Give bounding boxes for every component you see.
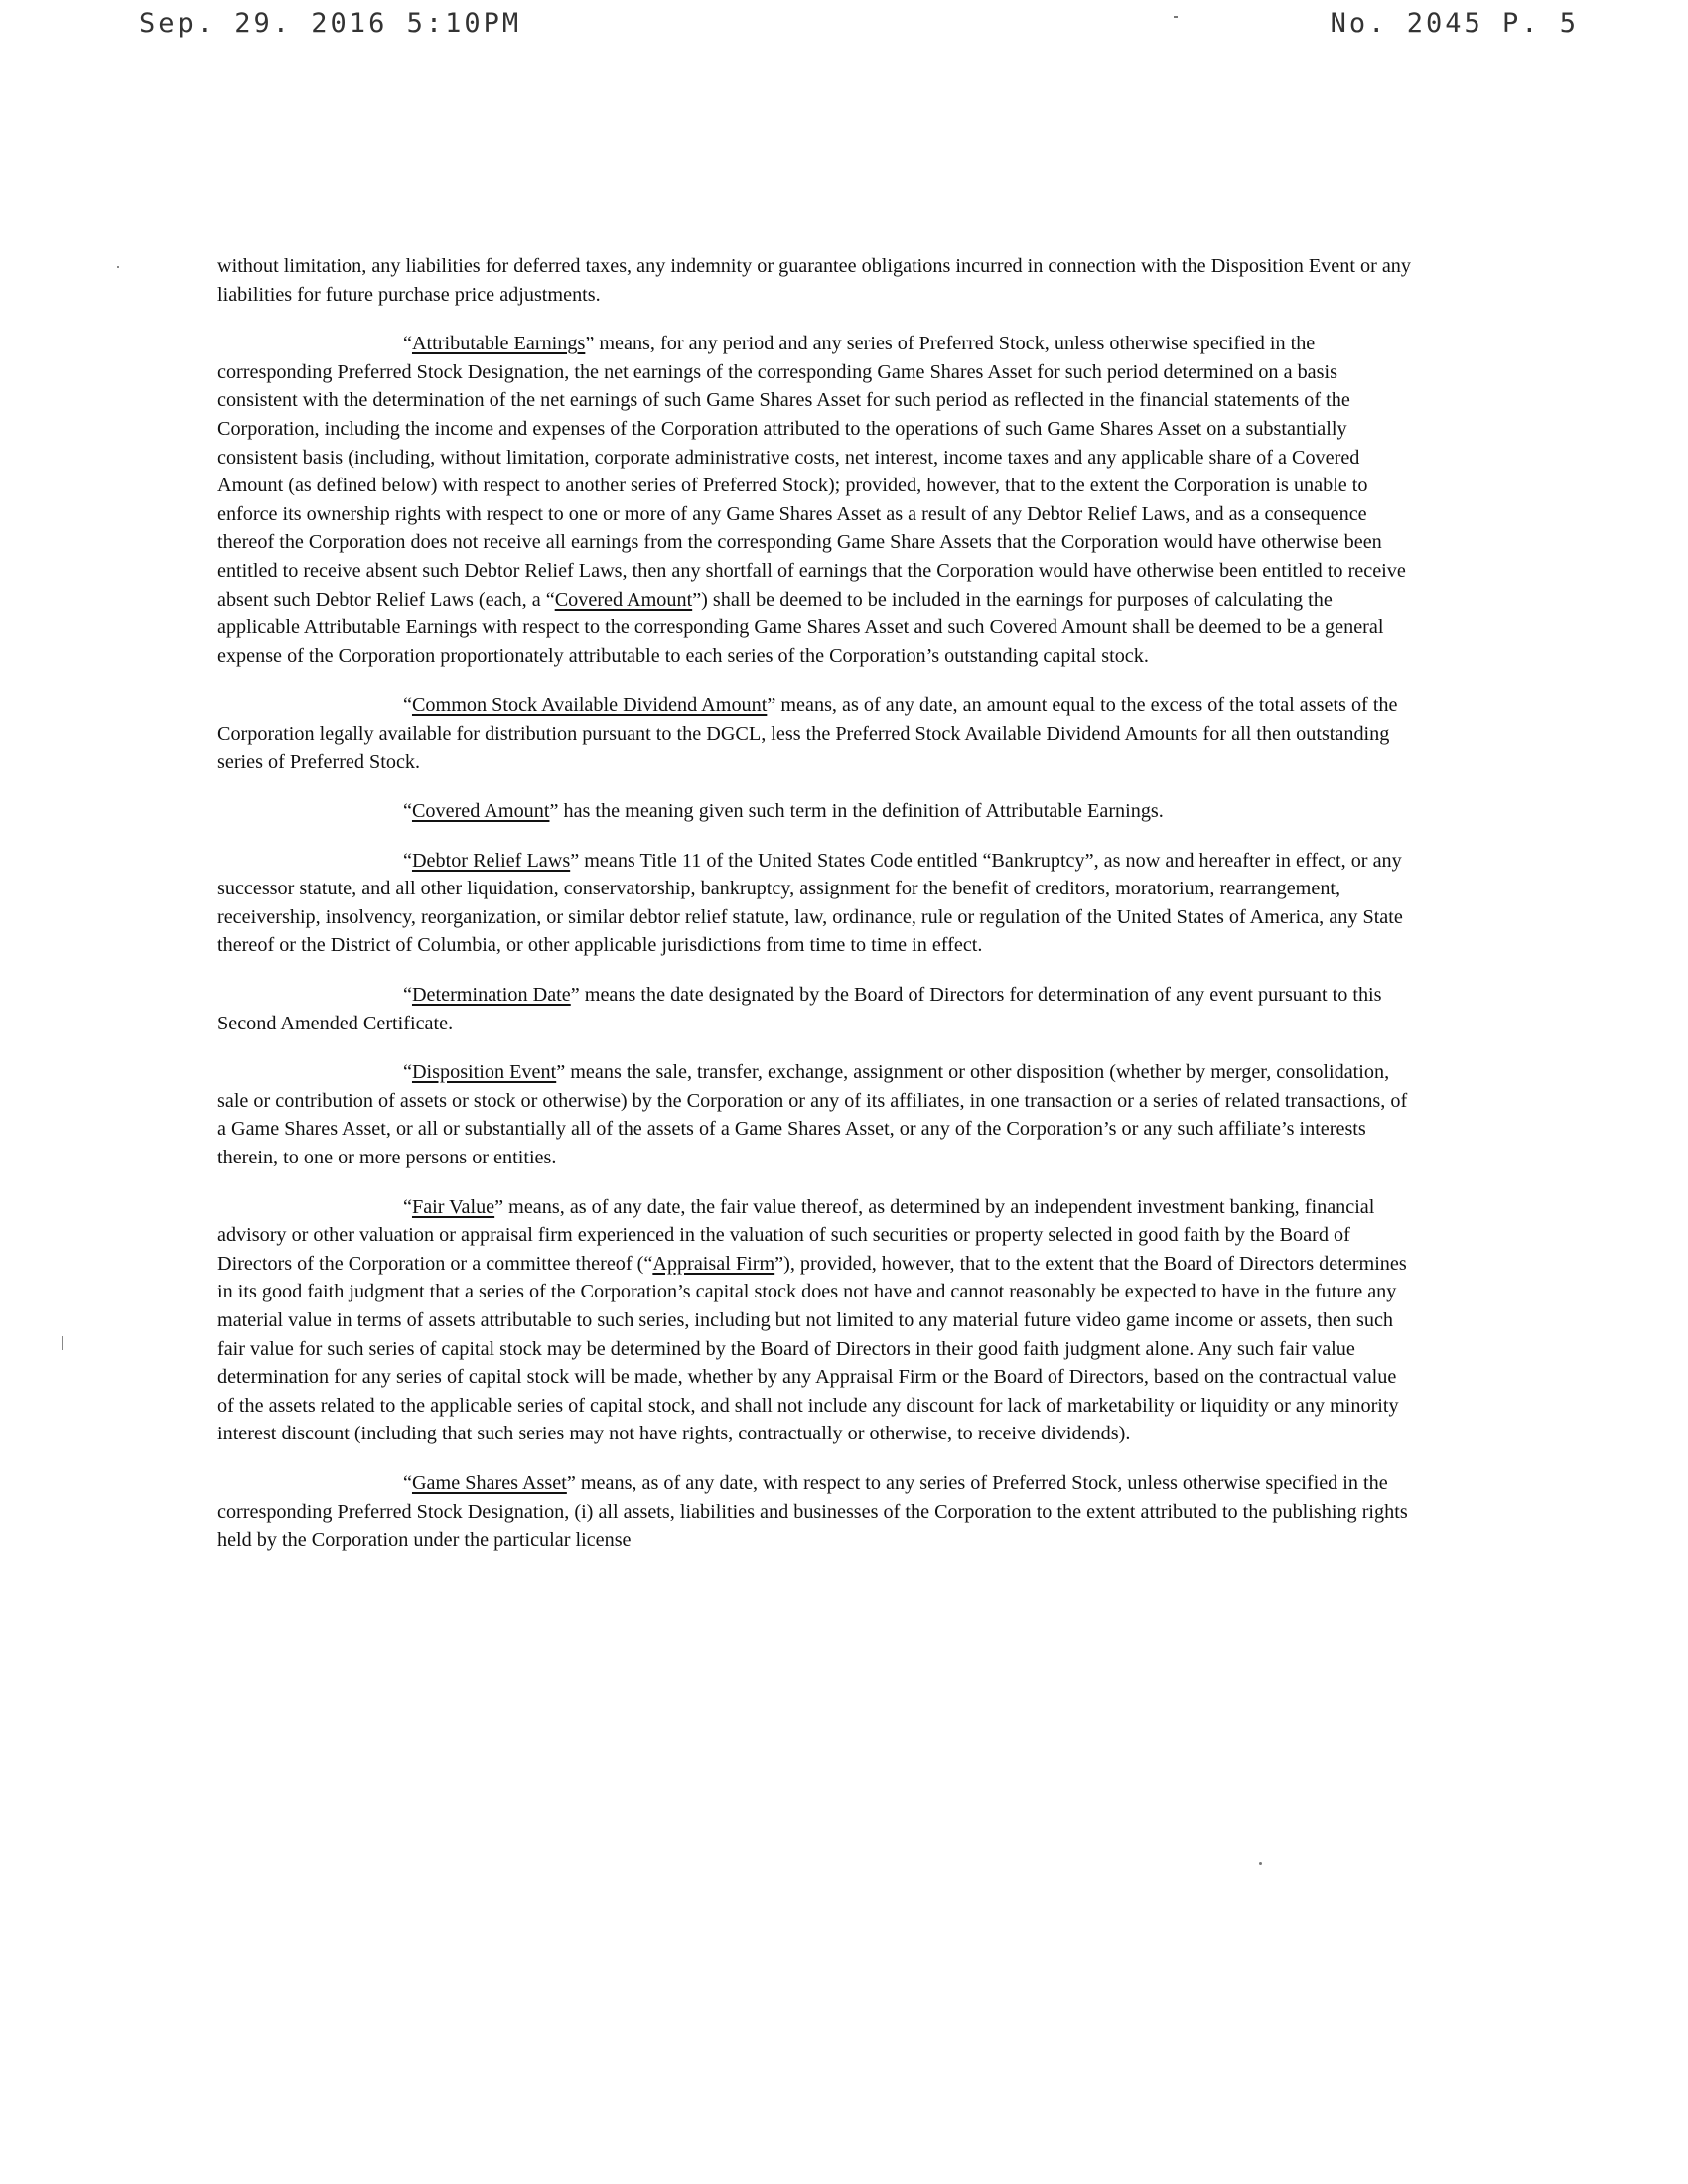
defined-term: Determination Date xyxy=(411,984,571,1007)
paragraph-continuation xyxy=(217,252,1413,309)
defined-term: Game Shares Asset xyxy=(411,1471,567,1494)
definition-text: ” means, as of any date, an amount equal to the excess of the total assets of the Corporation legally available for distribution pursuant to the DGCL, less the Preferred Stock Available Dividend Amounts for all then outstanding series of Preferred Stock. xyxy=(217,694,1398,773)
definition-text: ” means the date designated by the Board of Directors for determination of any event pursuant to this Second Amended Certificate. xyxy=(217,984,1382,1034)
defined-term: Covered Amount xyxy=(554,588,693,611)
definition-text: ”), provided, however, that to the extent that the Board of Directors determines in its good faith judgment that a series of the Corporation’s capital stock does not have and cannot reasonably be expected to have in the future any material value in terms of assets attributable to such series, including but not limited to any material future video game income or assets, then such fair value for such series of capital stock may be determined by the Board of Directors in their good faith judgment alone. Any such fair value determination for any series of capital stock will be made, whether by any Appraisal Firm or the Board of Directors, based on the contractual value of the assets related to the applicable series of capital stock, and shall not include any discount for lack of marketability or liquidity or any minority interest discount (including that such series may not have rights, contractually or otherwise, to receive dividends). xyxy=(217,1252,1407,1445)
defined-term: Covered Amount xyxy=(411,800,550,823)
definition-fair-value: “Fair Value” means, as of any date, the fair value thereof, as determined by an independent investment banking, financial advisory or other valuation or appraisal firm experienced in the valuation of such securities or property selected in good faith by the Board of Directors of the Corporation or a committee thereof (“Appraisal Firm”), provided, however, that to the extent that the Board of Directors determines in its good faith judgment that a series of the Corporation’s capital stock does not have and cannot reasonably be expected to have in the future any material value in terms of assets attributable to such series, including but not limited to any material future video game income or assets, then such fair value for such series of capital stock may be determined by the Board of Directors in their good faith judgment alone. Any such fair value determination for any series of capital stock will be made, whether by any Appraisal Firm or the Board of Directors, based on the contractual value of the assets related to the applicable series of capital stock, and shall not include any discount for lack of marketability or liquidity or any minority interest discount (including that such series may not have rights, contractually or otherwise, to receive dividends). xyxy=(217,1195,1407,1445)
fax-page-ref: No. 2045 P. 5 xyxy=(1330,8,1579,39)
scan-mark xyxy=(62,1336,63,1350)
definition-game-shares-asset: “Game Shares Asset” means, as of any date, with respect to any series of Preferred Stock, unless otherwise specified in the corresponding Preferred Stock Designation, (i) all assets, liabilities and businesses of the Corporation to the extent attributed to the publishing rights held by the Corporation under the particular license xyxy=(217,1471,1408,1552)
definition-attributable-earnings: “Attributable Earnings” means, for any period and any series of Preferred Stock, unless otherwise specified in the corresponding Preferred Stock Designation, the net earnings of the corresponding Game Shares Asset for such period determined on a basis consistent with the determination of the net earnings of such Game Shares Asset for such period as reflected in the financial statements of the Corporation, including the income and expenses of the Corporation attributed to the operations of such Game Shares Asset on a substantially consistent basis (including, without limitation, corporate administrative costs, net interest, income taxes and any applicable share of a Covered Amount (as defined below) with respect to another series of Preferred Stock); provided, however, that to the extent the Corporation is unable to enforce its ownership rights with respect to one or more of any Game Shares Asset as a result of any Debtor Relief Laws, and as a consequence thereof the Corporation does not receive all earnings from the corresponding Game Share Assets that the Corporation would have otherwise been entitled to receive absent such Debtor Relief Laws, then any shortfall of earnings that the Corporation would have otherwise been entitled to receive absent such Debtor Relief Laws (each, a “Covered Amount”) shall be deemed to be included in the earnings for purposes of calculating the applicable Attributable Earnings with respect to the corresponding Game Shares Asset and such Covered Amount shall be deemed to be a general expense of the Corporation proportionately attributable to each series of the Corporation’s outstanding capital stock. xyxy=(217,333,1406,667)
definition-disposition-event: “Disposition Event” means the sale, transfer, exchange, assignment or other disposition (whether by merger, consolidation, sale or contribution of assets or stock or otherwise) by the Corporation or any of its affiliates, in one transaction or a series of related transactions, of a Game Shares Asset, or all or substantially all of the assets of a Game Shares Asset, or any of the Corporation’s or any such affiliate’s interests therein, to one or more persons or entities. xyxy=(217,1061,1408,1169)
definition-text: ” means Title 11 of the United States Code entitled “Bankruptcy”, as now and hereafter in effect, or any successor statute, and all other liquidation, conservatorship, bankruptcy, assignment for the benefit of creditors, moratorium, rearrangement, receivership, insolvency, reorganization, or similar debtor relief statute, law, ordinance, rule or regulation of the United States of America, any State thereof or the District of Columbia, or other applicable jurisdictions from time to time in effect. xyxy=(217,849,1403,957)
definition-text: ” has the meaning given such term in the definition of Attributable Earnings. xyxy=(549,800,1164,823)
scan-mark xyxy=(1174,16,1178,18)
paragraph-text: without limitation, any liabilities for deferred taxes, any indemnity or guarantee obligations incurred in connection with the Disposition Event or any liabilities for future purchase price adjustments. xyxy=(217,255,1411,306)
defined-term: Debtor Relief Laws xyxy=(411,849,571,872)
definition-text: ”) shall be deemed to be included in the earnings for purposes of calculating the applicable Attributable Earnings with respect to the corresponding Game Shares Asset and such Covered Amount shall be deemed to be a general expense of the Corporation proportionately attributable to each series of the Corporation’s outstanding capital stock. xyxy=(217,588,1384,667)
defined-term: Appraisal Firm xyxy=(652,1252,775,1275)
fax-header xyxy=(139,8,1579,48)
definition-text: ” means the sale, transfer, exchange, assignment or other disposition (whether by merger, consolidation, sale or contribution of assets or stock or otherwise) by the Corporation or any of its affiliates, in one transaction or a series of related transactions, of a Game Shares Asset, or all or substantially all of the assets of a Game Shares Asset, or any of the Corporation’s or any such affiliate’s interests therein, to one or more persons or entities. xyxy=(217,1061,1408,1169)
definition-text: ” means, for any period and any series of Preferred Stock, unless otherwise specified in the corresponding Preferred Stock Designation, the net earnings of the corresponding Game Shares Asset for such period determined on a basis consistent with the determination of the net earnings of such Game Shares Asset for such period as reflected in the financial statements of the Corporation, including the income and expenses of the Corporation attributed to the operations of such Game Shares Asset on a substantially consistent basis (including, without limitation, corporate administrative costs, net interest, income taxes and any applicable share of a Covered Amount (as defined below) with respect to another series of Preferred Stock); provided, however, that to the extent the Corporation is unable to enforce its ownership rights with respect to one or more of any Game Shares Asset as a result of any Debtor Relief Laws, and as a consequence thereof the Corporation does not receive all earnings from the corresponding Game Share Assets that the Corporation would have otherwise been entitled to receive absent such Debtor Relief Laws, then any shortfall of earnings that the Corporation would have otherwise been entitled to receive absent such Debtor Relief Laws (each, a “ xyxy=(217,333,1406,611)
scan-mark xyxy=(1259,1862,1262,1865)
definition-text: ” means, as of any date, the fair value thereof, as determined by an independent investment banking, financial advisory or other valuation or appraisal firm experienced in the valuation of such securities or property selected in good faith by the Board of Directors of the Corporation or a committee thereof (“ xyxy=(217,1195,1375,1275)
fax-datetime: Sep. 29. 2016 5:10PM xyxy=(139,8,522,39)
scan-mark xyxy=(117,266,119,268)
defined-term: Attributable Earnings xyxy=(411,333,586,355)
defined-term: Common Stock Available Dividend Amount xyxy=(411,694,768,717)
definition-text: ” means, as of any date, with respect to any series of Preferred Stock, unless otherwise specified in the corresponding Preferred Stock Designation, (i) all assets, liabilities and businesses of the Corporation to the extent attributed to the publishing rights held by the Corporation under the particular license xyxy=(217,1471,1408,1552)
document-body xyxy=(217,252,1413,1575)
definition-covered-amount: “Covered Amount” has the meaning given such term in the definition of Attributable Earnings. xyxy=(403,800,1164,823)
defined-term: Disposition Event xyxy=(411,1061,557,1084)
definition-determination-date: “Determination Date” means the date designated by the Board of Directors for determination of any event pursuant to this Second Amended Certificate. xyxy=(217,984,1382,1034)
definition-debtor-relief-laws: “Debtor Relief Laws” means Title 11 of the United States Code entitled “Bankruptcy”, as now and hereafter in effect, or any successor statute, and all other liquidation, conservatorship, bankruptcy, assignment for the benefit of creditors, moratorium, rearrangement, receivership, insolvency, reorganization, or similar debtor relief statute, law, ordinance, rule or regulation of the United States of America, any State thereof or the District of Columbia, or other applicable jurisdictions from time to time in effect. xyxy=(217,849,1403,957)
defined-term: Fair Value xyxy=(411,1195,495,1218)
definition-common-stock-available-dividend-amount: “Common Stock Available Dividend Amount” means, as of any date, an amount equal to the excess of the total assets of the Corporation legally available for distribution pursuant to the DGCL, less the Preferred Stock Available Dividend Amounts for all then outstanding series of Preferred Stock. xyxy=(217,694,1398,773)
